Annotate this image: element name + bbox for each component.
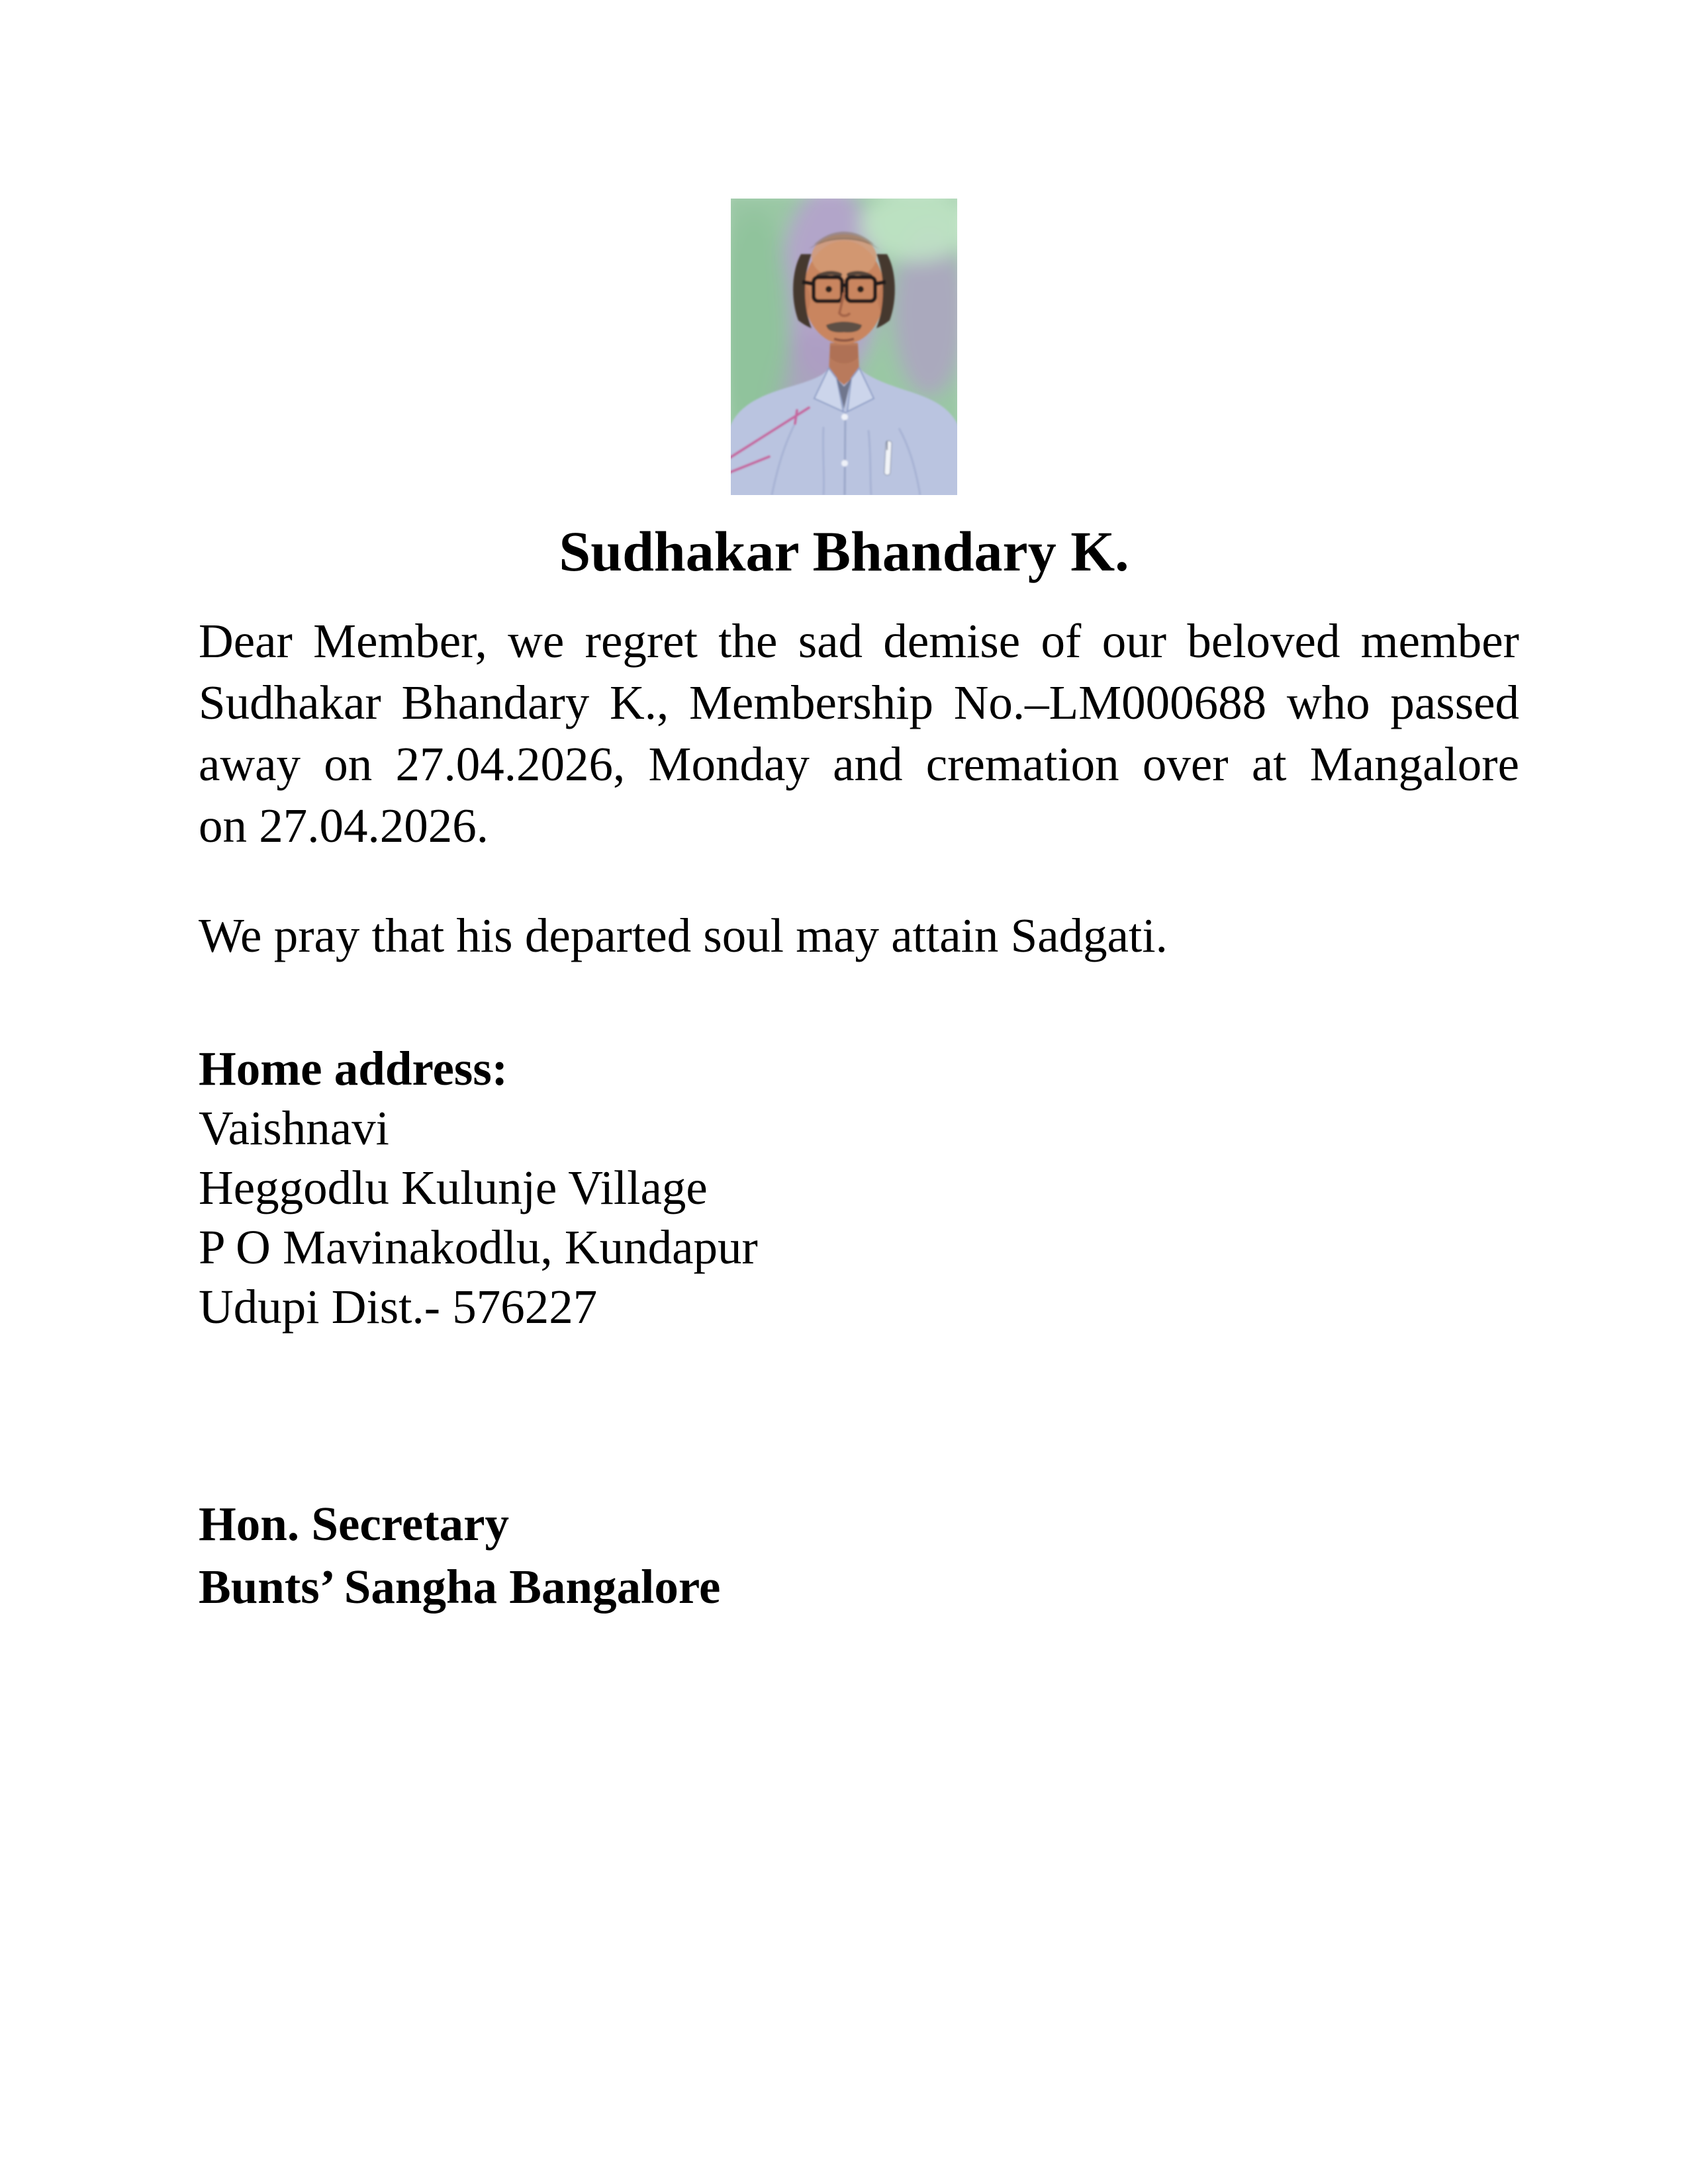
signature-block xyxy=(199,1492,1519,1618)
pen xyxy=(884,441,892,475)
portrait-photo-graphic xyxy=(731,199,957,495)
home-address-block xyxy=(199,1039,1519,1337)
home-address-label: Home address: xyxy=(199,1042,508,1095)
address-line-name: Vaishnavi xyxy=(199,1101,389,1155)
demise-paragraph xyxy=(199,610,1519,856)
demise-paragraph-line-1: Dear Member, we regret the sad demise of our beloved member xyxy=(199,614,1519,668)
eye-left xyxy=(825,286,832,293)
eye-right xyxy=(857,286,864,293)
demise-paragraph-line-2: Sudhakar Bhandary K., Membership No.–LM000688 who passed xyxy=(199,676,1519,729)
shirt-button xyxy=(841,414,848,420)
signature-organization: Bunts’ Sangha Bangalore xyxy=(199,1560,721,1614)
portrait-photo xyxy=(731,199,957,495)
demise-paragraph-line-3: away on 27.04.2026, Monday and cremation over at Mangalore xyxy=(199,737,1519,791)
shirt-button xyxy=(841,460,848,467)
address-line-village: Heggodlu Kulunje Village xyxy=(199,1161,708,1214)
deceased-name-title: Sudhakar Bhandary K. xyxy=(559,520,1129,583)
address-line-post: P O Mavinakodlu, Kundapur xyxy=(199,1220,758,1274)
prayer-paragraph: We pray that his departed soul may attain Sadgati. xyxy=(199,909,1168,962)
demise-paragraph-line-4: on 27.04.2026. xyxy=(199,799,489,852)
address-line-district: Udupi Dist.- 576227 xyxy=(199,1280,598,1334)
signature-role: Hon. Secretary xyxy=(199,1497,509,1551)
